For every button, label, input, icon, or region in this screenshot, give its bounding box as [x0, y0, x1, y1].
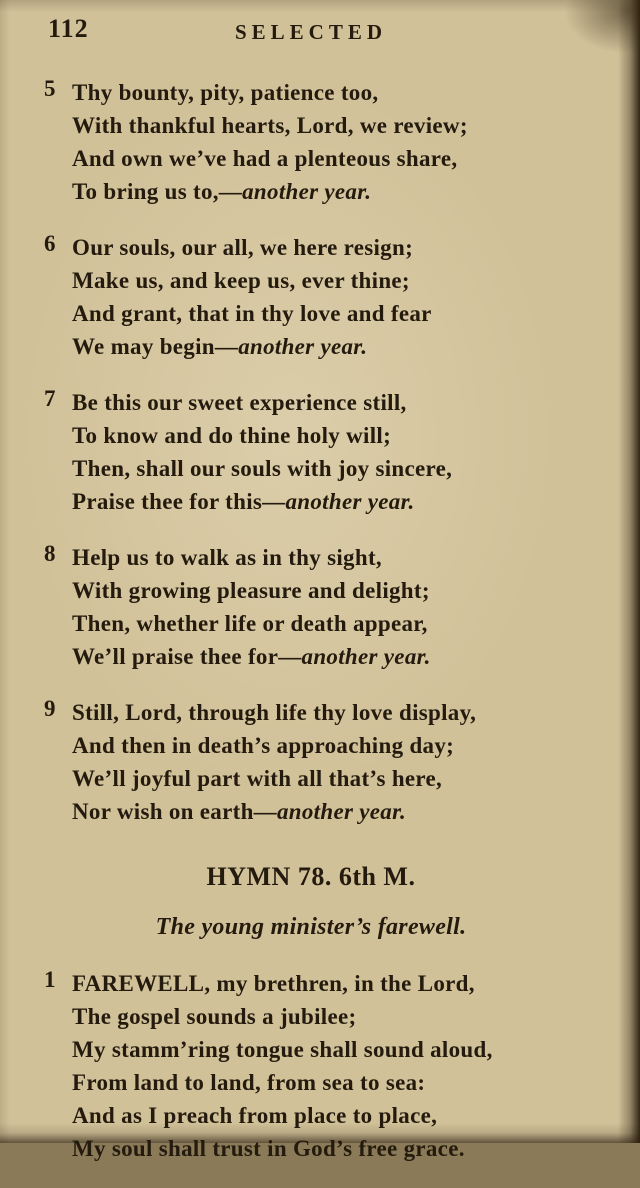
- verse-line: [72, 729, 622, 762]
- verse-line-text: We’ll joyful part with all that’s here,: [72, 766, 443, 791]
- verse-line: [72, 607, 622, 640]
- verse-line-text: Then, shall our souls with joy sincere,: [72, 456, 453, 481]
- page-number: 112: [48, 14, 89, 43]
- verse-line: [72, 696, 622, 729]
- page-header: [0, 0, 622, 58]
- verse-line: [72, 452, 622, 485]
- verse-line: [72, 1066, 622, 1099]
- verse-line-italic-text: another year.: [285, 489, 415, 514]
- verse-line-text: FAREWELL, my brethren, in the Lord,: [72, 971, 475, 996]
- verse-line-italic-text: another year.: [242, 179, 372, 204]
- verse-line: [72, 142, 622, 175]
- verse-line-italic-text: another year.: [238, 334, 368, 359]
- verse-line-text: Still, Lord, through life thy love display,: [72, 700, 477, 725]
- verse-line-text: To know and do thine holy will;: [72, 423, 392, 448]
- verse-line-text: My soul shall trust in God’s free grace.: [72, 1136, 465, 1161]
- hymn-78-verses: [0, 967, 622, 1165]
- verse-line-text: With thankful hearts, Lord, we review;: [72, 113, 468, 138]
- verse-line: [72, 419, 622, 452]
- verse-line: [72, 264, 622, 297]
- verse-line-text: To bring us to,—: [72, 179, 243, 204]
- verse-line: [72, 1000, 622, 1033]
- verse: [0, 231, 622, 363]
- verse: [0, 541, 622, 673]
- hymn-77-verses: [0, 76, 622, 828]
- verse-line: [72, 795, 622, 828]
- verse-line-text: We’ll praise thee for—: [72, 644, 302, 669]
- verse-line-text: Praise thee for this—: [72, 489, 286, 514]
- verse-line-italic-text: another year.: [276, 799, 407, 824]
- verse-line: [72, 485, 622, 518]
- hymn-title: HYMN 78. 6th M.: [206, 862, 416, 891]
- verse-line: [72, 762, 622, 795]
- verse-line-text: And own we’ve had a plenteous share,: [72, 146, 458, 171]
- verse-line: [72, 175, 622, 208]
- verse-line-text: Thy bounty, pity, patience too,: [72, 80, 379, 105]
- verse: [0, 696, 622, 828]
- verse-line: [72, 386, 622, 419]
- verse-line-text: Make us, and keep us, ever thine;: [72, 268, 410, 293]
- verse-line-text: And as I preach from place to place,: [72, 1103, 438, 1128]
- verse-line: [72, 330, 622, 363]
- verse-line-text: We may begin—: [72, 334, 239, 359]
- verse-line: [72, 640, 622, 673]
- hymn-subtitle: The young minister’s farewell.: [155, 914, 467, 940]
- verse-number: 6: [44, 231, 56, 256]
- verse-line: [72, 76, 622, 109]
- verse: [0, 76, 622, 208]
- verse-line: [72, 1132, 622, 1165]
- verse-line-text: Our souls, our all, we here resign;: [72, 235, 414, 260]
- verse-line-text: Help us to walk as in thy sight,: [72, 545, 382, 570]
- verse-line: [72, 541, 622, 574]
- verse: [0, 967, 622, 1165]
- verse-line-text: And grant, that in thy love and fear: [72, 301, 432, 326]
- verse-line: [72, 967, 622, 1000]
- verse-line: [72, 231, 622, 264]
- verse-number: 5: [44, 76, 56, 101]
- verse-line-text: Then, whether life or death appear,: [72, 611, 428, 636]
- verse-line-text: Nor wish on earth—: [72, 799, 277, 824]
- verse-line: [72, 1033, 622, 1066]
- verse-line: [72, 109, 622, 142]
- verse-line-text: The gospel sounds a jubilee;: [72, 1004, 357, 1029]
- verse-line-text: And then in death’s approaching day;: [72, 733, 455, 758]
- verse-line: [72, 574, 622, 607]
- verse-line-italic-text: another year.: [301, 644, 431, 669]
- verse-line-text: Be this our sweet experience still,: [72, 390, 407, 415]
- verse-line: [72, 1099, 622, 1132]
- verse-number: 7: [44, 386, 56, 411]
- verse-line: [72, 297, 622, 330]
- verse-line-text: My stamm’ring tongue shall sound aloud,: [72, 1037, 493, 1062]
- verse-number: 1: [44, 967, 56, 992]
- verse-line-text: From land to land, from sea to sea:: [72, 1070, 426, 1095]
- verse-line-text: With growing pleasure and delight;: [72, 578, 430, 603]
- verse-number: 9: [44, 696, 56, 721]
- running-title: SELECTED: [234, 20, 388, 44]
- verse-number: 8: [44, 541, 56, 566]
- verse: [0, 386, 622, 518]
